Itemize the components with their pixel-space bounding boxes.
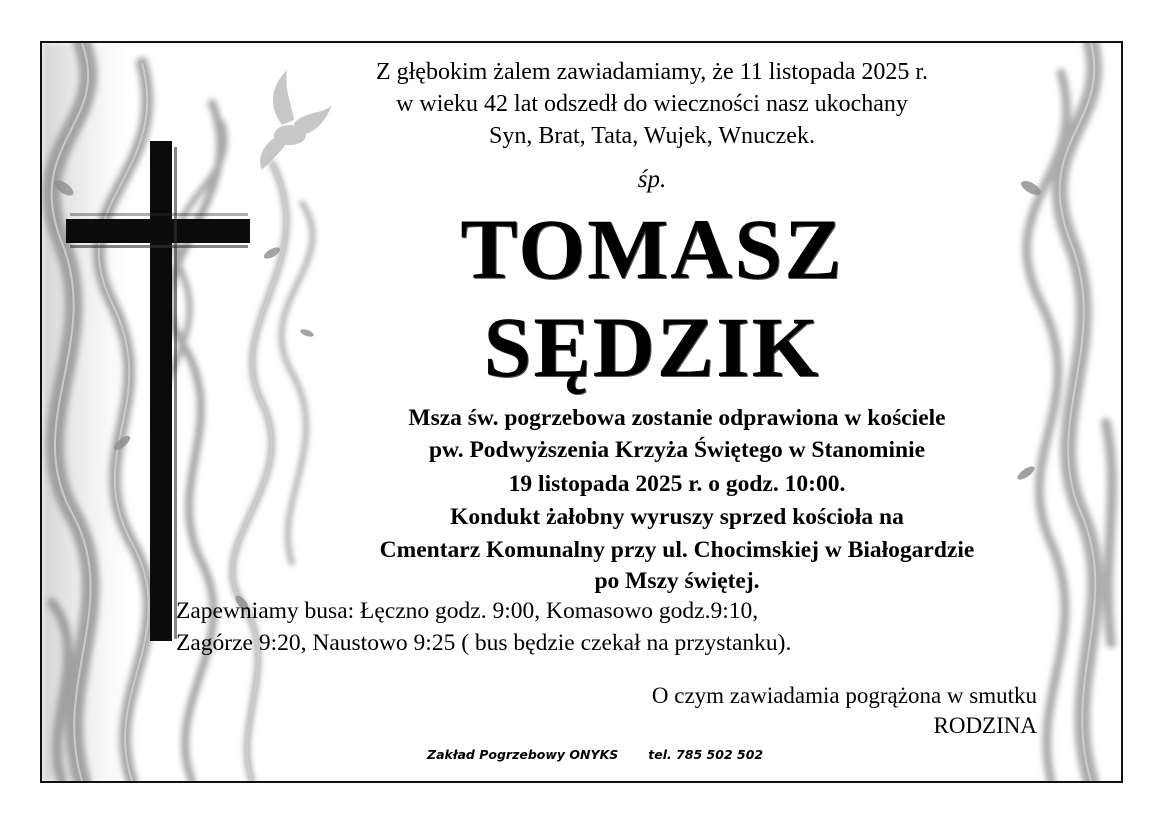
service-line-5: Cmentarz Komunalny przy ul. Chocimskiej w Białogardzie	[379, 537, 975, 563]
deceased-last-name: SĘDZIK	[483, 299, 821, 395]
funeral-home-footer	[427, 747, 763, 762]
intro-line-1: Z głębokim żalem zawiadamiamy, że 11 listopada 2025 r.	[375, 59, 929, 85]
intro-line-2: w wieku 42 lat odszedł do wieczności nasz ukochany	[396, 91, 908, 117]
closing-line: O czym zawiadamia pogrążona w smutku	[651, 683, 1037, 708]
service-line-2: pw. Podwyższenia Krzyża Świętego w Stanominie	[428, 437, 926, 463]
obituary-card	[40, 41, 1123, 783]
honorific: śp.	[637, 166, 667, 193]
service-line-1: Msza św. pogrzebowa zostanie odprawiona w kościele	[408, 405, 946, 431]
funeral-home-phone: tel. 785 502 502	[648, 747, 764, 762]
family-signature: RODZINA	[933, 713, 1037, 738]
service-line-3: 19 listopada 2025 r. o godz. 10:00.	[508, 471, 846, 497]
bus-line-1: Zapewniamy busa: Łęczno godz. 9:00, Komasowo godz.9:10,	[176, 598, 759, 624]
bus-line-2: Zagórze 9:20, Naustowo 9:25 ( bus będzie czekał na przystanku).	[176, 630, 792, 656]
deceased-first-name: TOMASZ	[460, 201, 844, 297]
intro-line-3: Syn, Brat, Tata, Wujek, Wnuczek.	[489, 123, 815, 149]
funeral-home-name: Zakład Pogrzebowy ONYKS	[427, 747, 619, 762]
service-line-4: Kondukt żałobny wyruszy sprzed kościoła na	[450, 504, 904, 530]
service-line-6: po Mszy świętej.	[594, 568, 760, 594]
